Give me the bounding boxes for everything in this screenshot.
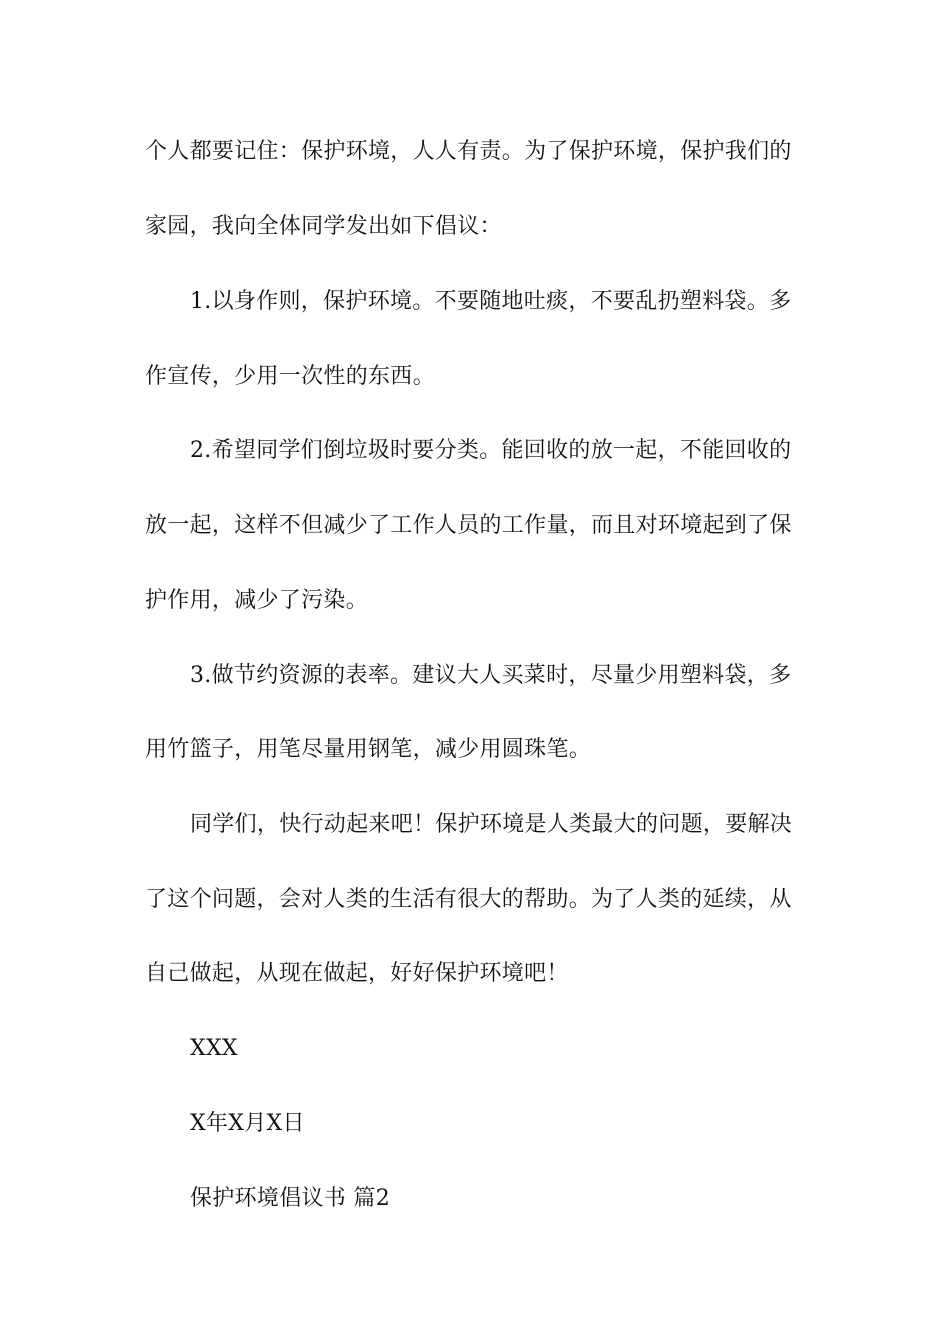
list-item-3-line: 用竹篮子，用笔尽量用钢笔，减少用圆珠笔。 bbox=[145, 737, 592, 762]
paragraph-line: 家园，我向全体同学发出如下倡议： bbox=[145, 214, 502, 239]
list-item-1-line: 作宣传，少用一次性的东西。 bbox=[145, 364, 435, 389]
date: X年X月X日 bbox=[190, 1111, 305, 1136]
list-item-2-line: 2.希望同学们倒垃圾时要分类。能回收的放一起，不能回收的 bbox=[190, 438, 792, 463]
closing-paragraph-line: 同学们，快行动起来吧！保护环境是人类最大的问题，要解决 bbox=[190, 812, 793, 837]
list-item-2-line: 护作用，减少了污染。 bbox=[145, 588, 369, 613]
list-item-1-line: 1.以身作则，保护环境。不要随地吐痰，不要乱扔塑料袋。多 bbox=[190, 289, 792, 314]
list-item-2-line: 放一起，这样不但减少了工作人员的工作量，而且对环境起到了保 bbox=[145, 513, 792, 538]
closing-paragraph-line: 自己做起，从现在做起，好好保护环境吧！ bbox=[145, 961, 569, 986]
list-item-3-line: 3.做节约资源的表率。建议大人买菜时，尽量少用塑料袋，多 bbox=[190, 663, 792, 688]
signature: XXX bbox=[190, 1036, 238, 1061]
section-heading: 保护环境倡议书 篇2 bbox=[190, 1186, 390, 1211]
paragraph-line: 个人都要记住：保护环境，人人有责。为了保护环境，保护我们的 bbox=[145, 139, 792, 164]
closing-paragraph-line: 了这个问题，会对人类的生活有很大的帮助。为了人类的延续，从 bbox=[145, 887, 792, 912]
